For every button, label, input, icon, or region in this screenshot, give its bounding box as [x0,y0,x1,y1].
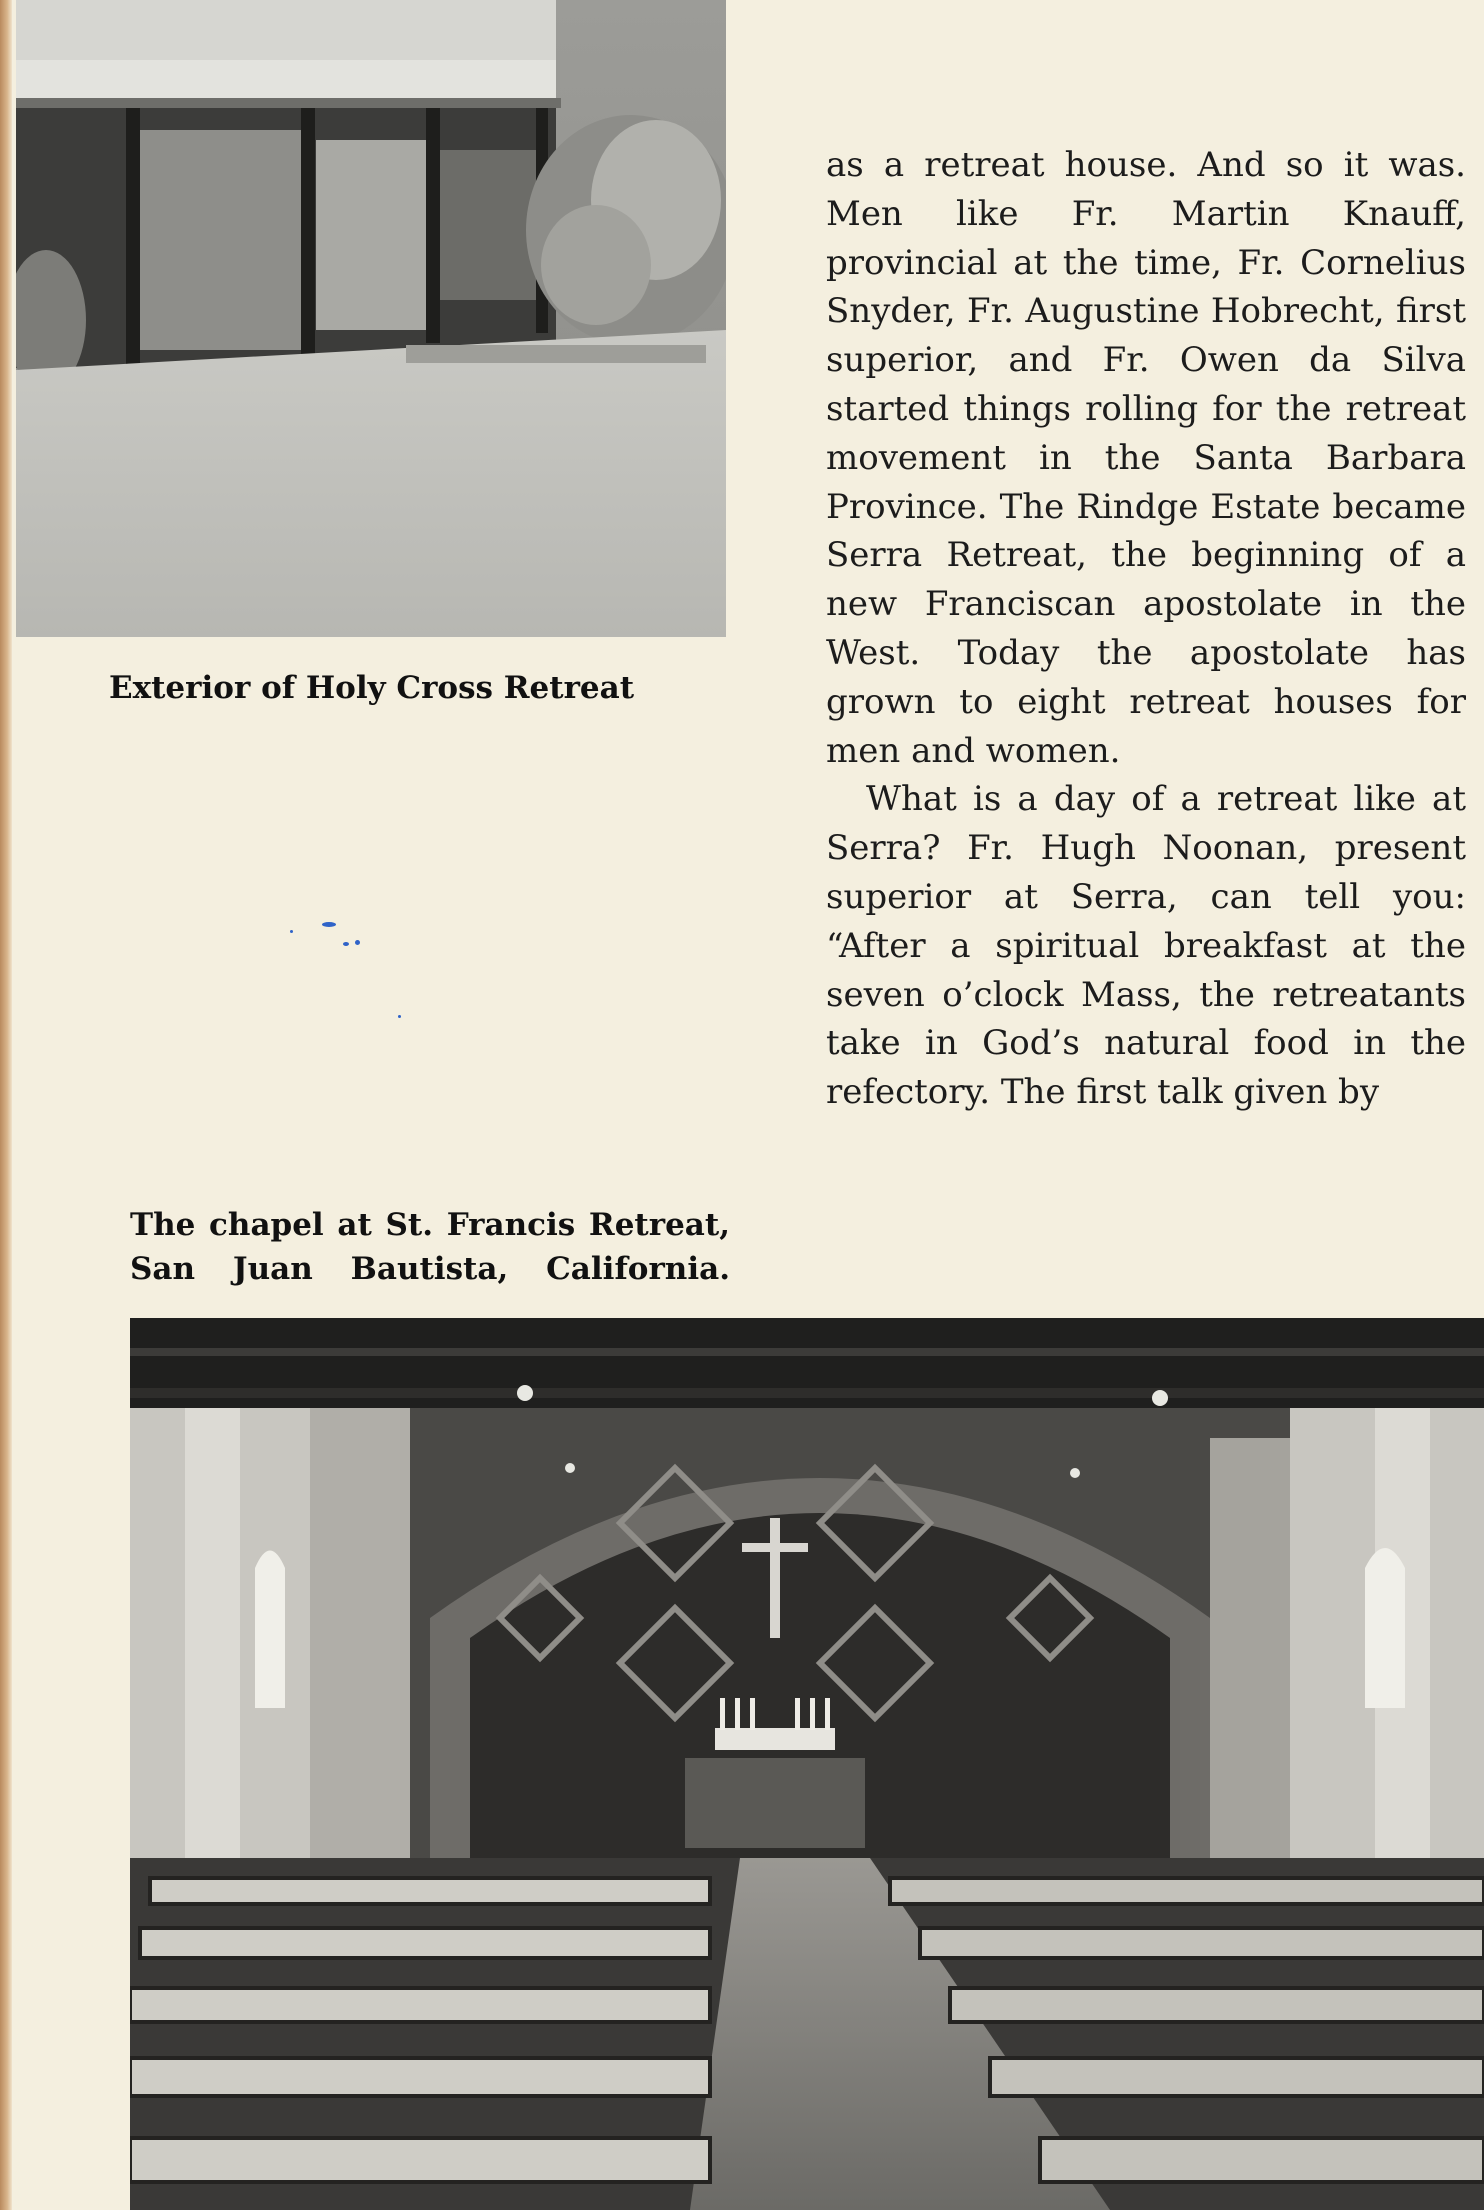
photo-holy-cross-exterior [16,0,726,637]
article-column [826,141,1466,1117]
caption-chapel-line: The chapel at St. Francis Retreat, [130,1207,730,1243]
ink-speck [355,940,360,945]
article-paragraph: as a retreat house. And so it was. Men like Fr. Martin Knauff, provincial at the time, Fr. Cornelius Snyder, Fr. Augustine Hobrecht, first superior, and Fr. Owen da Silva started things rolling for the retreat movement in the Santa Barbara Province. The Rindge Estate became Serra Retreat, the beginning of a new Franciscan apostolate in the West. Today the apostolate has grown to eight retreat houses for men and women. [826,145,1466,771]
ink-speck [343,942,349,946]
chapel-photo-drawing [130,1318,1484,2210]
ink-speck [290,930,293,933]
exterior-photo-drawing [16,0,726,637]
photo-st-francis-chapel [130,1318,1484,2210]
ink-speck [322,922,336,927]
ink-speck [398,1015,401,1018]
caption-chapel [130,1203,730,1291]
caption-chapel-line: San Juan Bautista, California. [130,1251,730,1287]
page-binding-edge [0,0,12,2210]
caption-exterior: Exterior of Holy Cross Retreat [109,670,635,706]
article-paragraph: What is a day of a retreat like at Serra? Fr. Hugh Noonan, present superior at Serra, can tell you: “After a spiritual breakfast at the seven o’clock Mass, the retreatants take in God’s natural food in the refectory. The first talk given by [826,779,1466,1113]
